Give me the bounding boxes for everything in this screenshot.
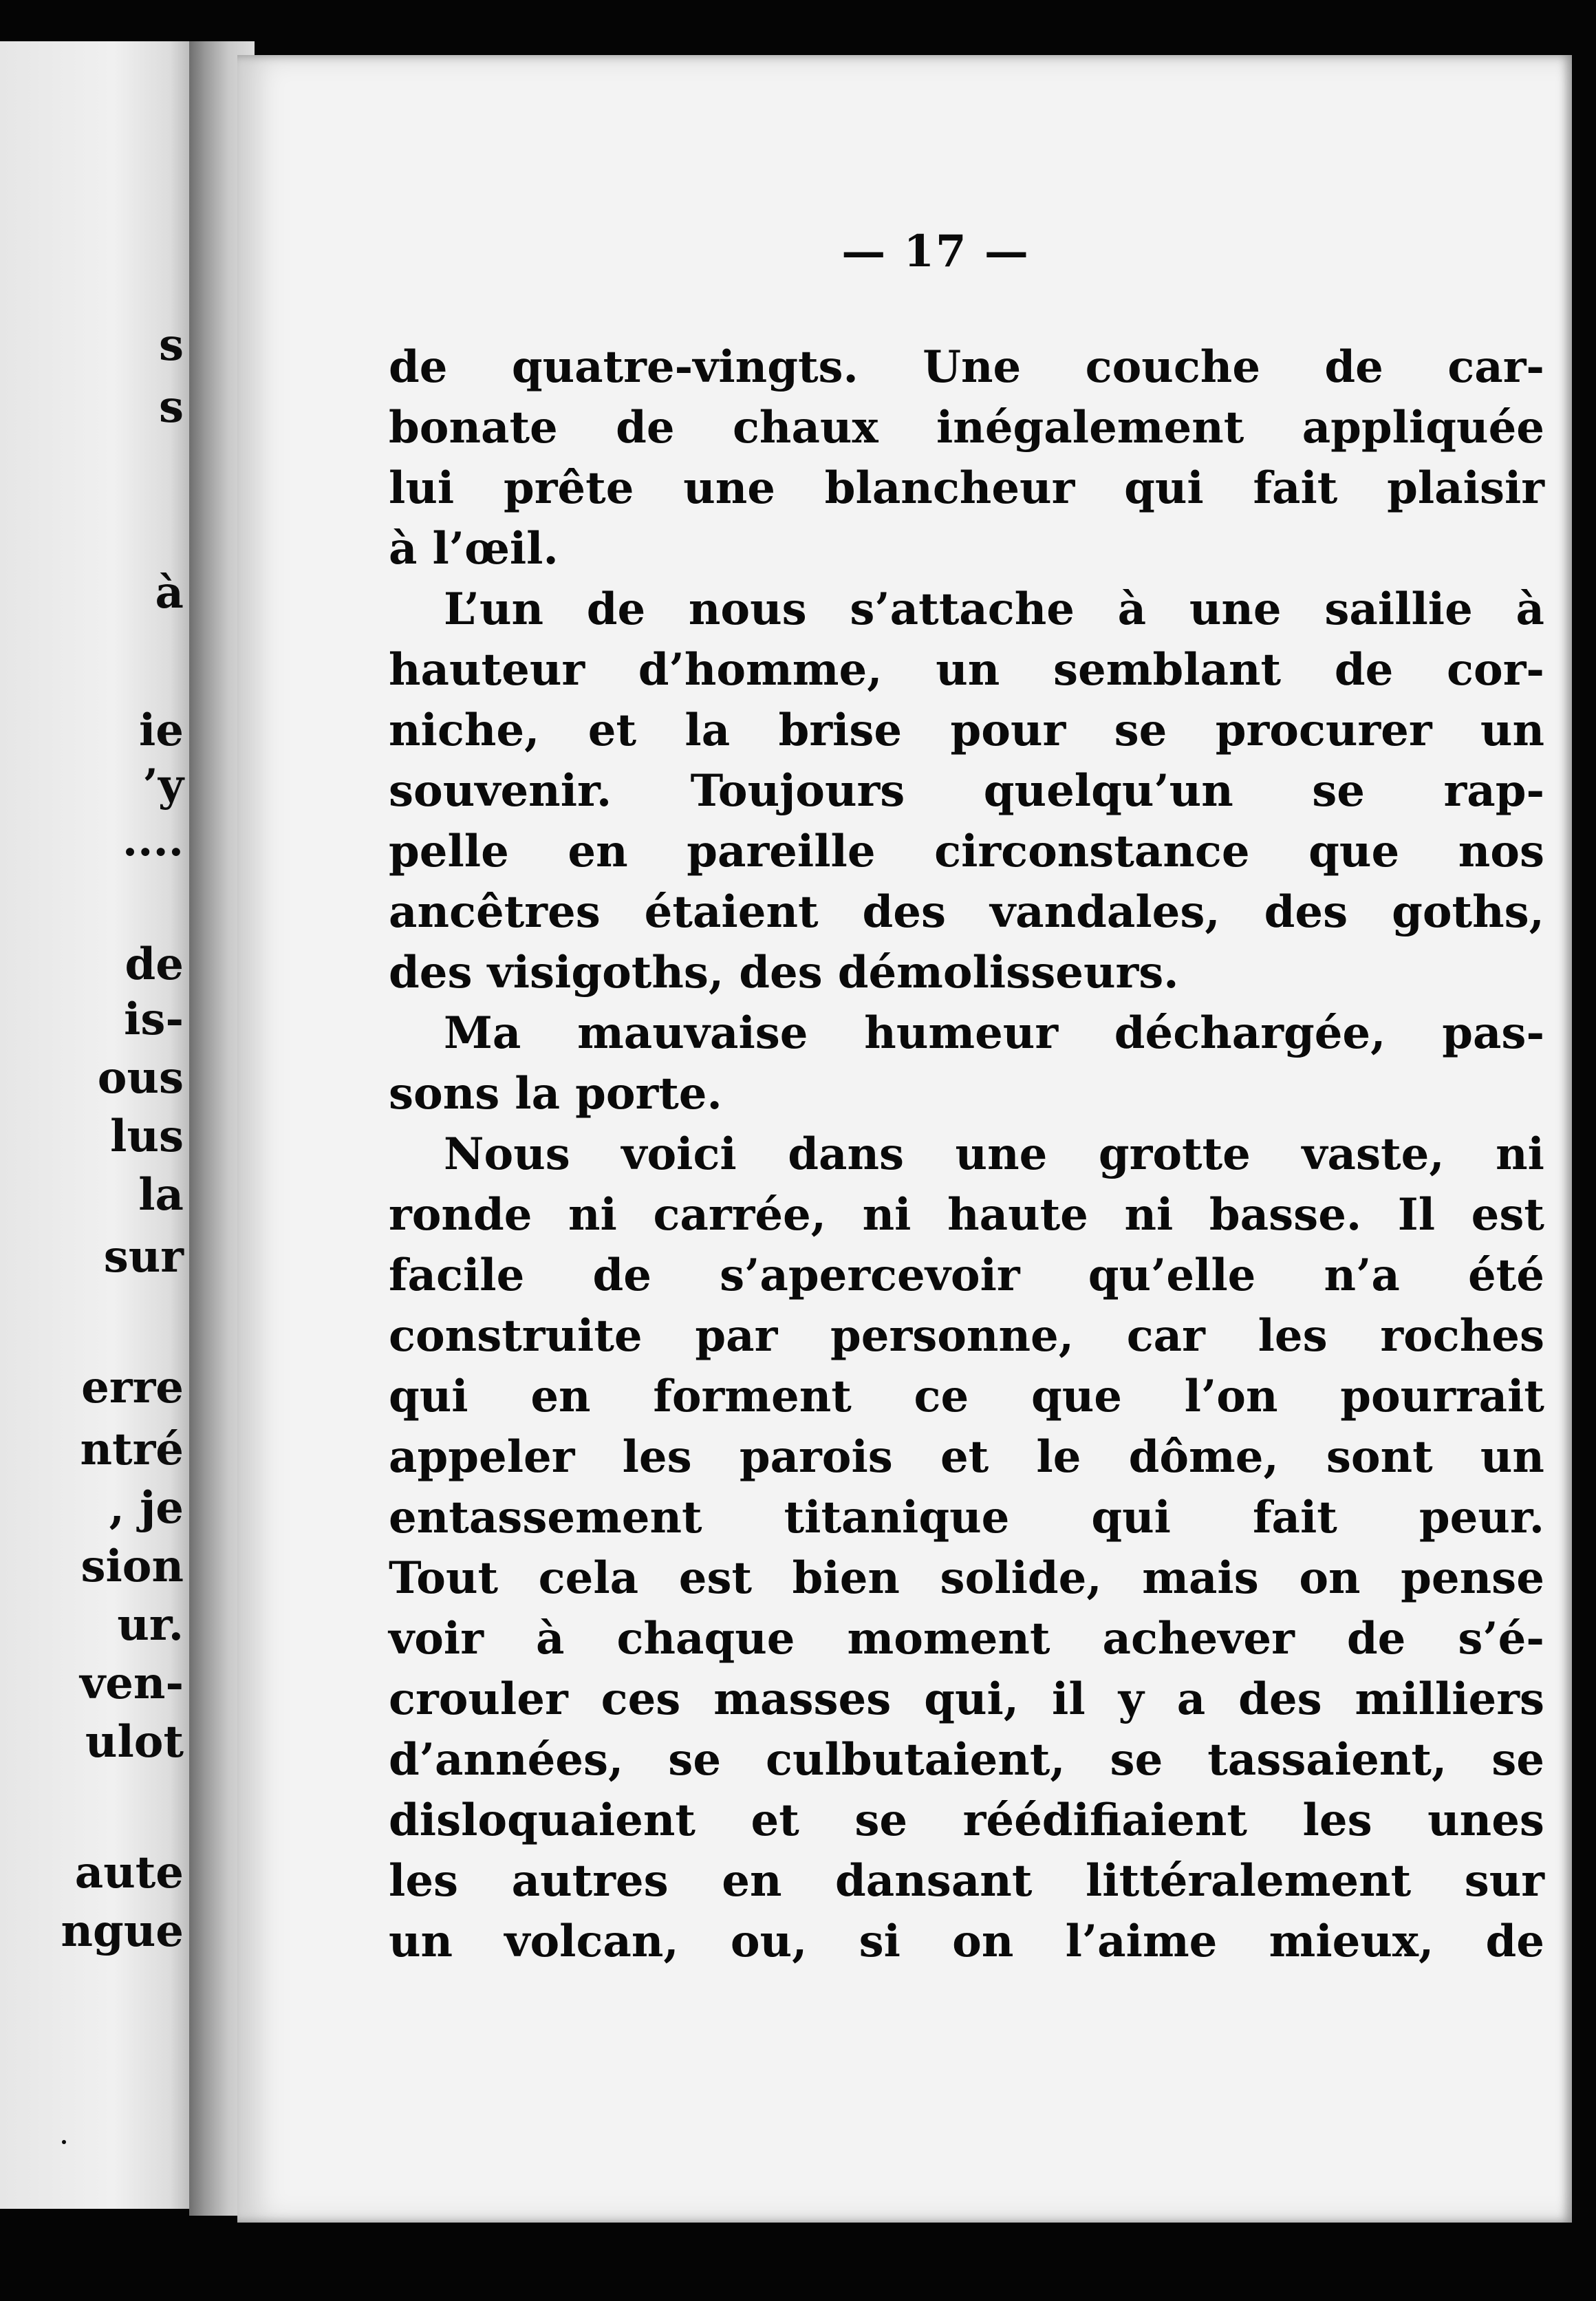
word: sont bbox=[1326, 1431, 1433, 1483]
word: inégalement bbox=[936, 402, 1244, 453]
text-line bbox=[389, 1245, 1544, 1306]
word: circonstance bbox=[934, 826, 1250, 877]
previous-page-text-fragment: s bbox=[158, 319, 184, 371]
word: Une bbox=[923, 341, 1022, 393]
word: ni bbox=[568, 1189, 617, 1241]
word: des bbox=[389, 947, 473, 998]
previous-page-text-fragment: la bbox=[138, 1169, 184, 1221]
word: voir bbox=[389, 1613, 484, 1665]
word: s’é- bbox=[1458, 1613, 1544, 1665]
word: chaux bbox=[732, 402, 878, 453]
word: des bbox=[862, 886, 946, 938]
text-line bbox=[389, 1548, 1544, 1609]
word: à bbox=[1516, 584, 1544, 635]
text-line bbox=[389, 640, 1544, 700]
word: un bbox=[936, 644, 1000, 696]
text-line bbox=[389, 1912, 1544, 1972]
previous-page-fragment bbox=[0, 41, 189, 2209]
word: une bbox=[683, 462, 775, 514]
word: nos bbox=[1458, 826, 1544, 877]
word: titanique bbox=[784, 1492, 1010, 1543]
word: semblant bbox=[1053, 644, 1282, 696]
word: porte. bbox=[575, 1068, 722, 1120]
word: de bbox=[1346, 1613, 1406, 1665]
word: que bbox=[1308, 826, 1400, 877]
previous-page-text-fragment: à bbox=[155, 567, 184, 619]
word: Toujours bbox=[690, 765, 905, 817]
text-line bbox=[389, 1427, 1544, 1488]
word: humeur bbox=[864, 1007, 1059, 1059]
word: pas- bbox=[1442, 1007, 1544, 1059]
word: quatre-vingts. bbox=[511, 341, 859, 393]
text-line bbox=[389, 398, 1544, 458]
word: de bbox=[389, 341, 448, 393]
word: cela bbox=[538, 1552, 639, 1604]
word: s’attache bbox=[850, 584, 1075, 635]
word: s’apercevoir bbox=[720, 1250, 1020, 1301]
word: volcan, bbox=[504, 1916, 679, 1967]
word: facile bbox=[389, 1250, 525, 1301]
text-line bbox=[389, 337, 1544, 398]
word: à bbox=[1117, 584, 1147, 635]
page-number: — 17 — bbox=[841, 226, 1030, 277]
word: quelqu’un bbox=[983, 765, 1233, 817]
text-line bbox=[389, 1669, 1544, 1730]
word: qu’elle bbox=[1088, 1250, 1256, 1301]
word: bien bbox=[792, 1552, 900, 1604]
word: les bbox=[1258, 1310, 1328, 1362]
previous-page-text-fragment: ous bbox=[97, 1052, 184, 1104]
word: de bbox=[1485, 1916, 1544, 1967]
text-line bbox=[389, 1124, 1544, 1185]
word: hauteur bbox=[389, 644, 585, 696]
previous-page-text-fragment: ven- bbox=[80, 1658, 184, 1709]
word: lui bbox=[389, 462, 455, 514]
word: ni bbox=[1124, 1189, 1174, 1241]
word: en bbox=[722, 1855, 782, 1907]
previous-page-text-fragment: ntré bbox=[80, 1424, 184, 1475]
word: démolisseurs. bbox=[837, 947, 1179, 998]
word: les bbox=[1302, 1795, 1372, 1846]
word: couche bbox=[1085, 341, 1261, 393]
word: de bbox=[616, 402, 675, 453]
word: carrée, bbox=[653, 1189, 827, 1241]
scan-speck bbox=[62, 2140, 66, 2144]
word: milliers bbox=[1355, 1673, 1544, 1725]
word: bonate bbox=[389, 402, 558, 453]
previous-page-text-fragment: erre bbox=[81, 1362, 184, 1413]
word: vandales, bbox=[989, 886, 1220, 938]
word: pareille bbox=[687, 826, 876, 877]
text-line bbox=[389, 579, 1544, 640]
previous-page-text-fragment: sion bbox=[80, 1541, 184, 1592]
word: roches bbox=[1380, 1310, 1544, 1362]
text-line bbox=[389, 1064, 1544, 1124]
word: peur. bbox=[1419, 1492, 1544, 1543]
text-line bbox=[389, 1609, 1544, 1669]
word: forment bbox=[653, 1371, 852, 1422]
word: saillie bbox=[1324, 584, 1473, 635]
word: se bbox=[1312, 765, 1365, 817]
word: des bbox=[1238, 1673, 1322, 1725]
text-line bbox=[389, 822, 1544, 882]
word: on bbox=[952, 1916, 1014, 1967]
word: se bbox=[854, 1795, 908, 1846]
word: car- bbox=[1447, 341, 1544, 393]
word: et bbox=[587, 705, 637, 756]
word: de bbox=[586, 584, 646, 635]
word: L’un bbox=[444, 584, 543, 635]
word: se bbox=[668, 1734, 722, 1786]
word: disloquaient bbox=[389, 1795, 695, 1846]
previous-page-text-fragment: , je bbox=[109, 1482, 184, 1534]
word: que bbox=[1031, 1371, 1122, 1422]
word: ni bbox=[1496, 1128, 1544, 1180]
word: le bbox=[1036, 1431, 1081, 1483]
previous-page-text-fragment: ulot bbox=[85, 1716, 184, 1768]
word: ces bbox=[601, 1673, 681, 1725]
word: si bbox=[859, 1916, 901, 1967]
word: procurer bbox=[1215, 705, 1432, 756]
word: à bbox=[389, 523, 418, 575]
word: et bbox=[940, 1431, 989, 1483]
word: entassement bbox=[389, 1492, 702, 1543]
word: tassaient, bbox=[1207, 1734, 1447, 1786]
text-line bbox=[389, 519, 1544, 579]
previous-page-text-fragment: s bbox=[158, 381, 184, 433]
body-text bbox=[389, 337, 1544, 1972]
text-line bbox=[389, 1306, 1544, 1367]
word: niche, bbox=[389, 705, 540, 756]
word: Ma bbox=[444, 1007, 521, 1059]
word: achever bbox=[1102, 1613, 1295, 1665]
text-line bbox=[389, 1851, 1544, 1912]
word: étaient bbox=[644, 886, 819, 938]
word: basse. bbox=[1209, 1189, 1362, 1241]
text-line bbox=[389, 458, 1544, 519]
text-line bbox=[389, 761, 1544, 822]
word: qui bbox=[389, 1371, 468, 1422]
text-line bbox=[389, 943, 1544, 1003]
word: mieux, bbox=[1269, 1916, 1434, 1967]
word: goths, bbox=[1392, 886, 1544, 938]
word: car bbox=[1126, 1310, 1205, 1362]
word: l’aime bbox=[1065, 1916, 1218, 1967]
word: ce bbox=[914, 1371, 969, 1422]
word: un bbox=[389, 1916, 453, 1967]
word: culbutaient, bbox=[766, 1734, 1066, 1786]
word: Il bbox=[1397, 1189, 1436, 1241]
word: vaste, bbox=[1302, 1128, 1445, 1180]
word: par bbox=[695, 1310, 778, 1362]
word: solide, bbox=[940, 1552, 1102, 1604]
word: une bbox=[1189, 584, 1282, 635]
previous-page-text-fragment: aute bbox=[74, 1847, 184, 1898]
word: qui bbox=[1091, 1492, 1171, 1543]
word: pelle bbox=[389, 826, 509, 877]
word: haute bbox=[947, 1189, 1088, 1241]
previous-page-text-fragment: sur bbox=[103, 1231, 184, 1283]
word: déchargée, bbox=[1114, 1007, 1386, 1059]
previous-page-text-fragment: ie bbox=[138, 705, 184, 756]
word: des bbox=[1264, 886, 1348, 938]
text-line bbox=[389, 882, 1544, 943]
word: de bbox=[592, 1250, 651, 1301]
text-line bbox=[389, 700, 1544, 761]
word: la bbox=[515, 1068, 561, 1120]
word: de bbox=[1324, 341, 1383, 393]
word: moment bbox=[847, 1613, 1050, 1665]
previous-page-text-fragment: .... bbox=[122, 815, 184, 866]
word: ronde bbox=[389, 1189, 532, 1241]
word: il bbox=[1052, 1673, 1086, 1725]
word: qui, bbox=[924, 1673, 1020, 1725]
word: a bbox=[1176, 1673, 1206, 1725]
word: pense bbox=[1401, 1552, 1544, 1604]
word: mais bbox=[1142, 1552, 1259, 1604]
word: chaque bbox=[616, 1613, 795, 1665]
word: est bbox=[678, 1552, 753, 1604]
word: plaisir bbox=[1387, 462, 1544, 514]
word: d’homme, bbox=[638, 644, 883, 696]
text-line bbox=[389, 1003, 1544, 1064]
word: l’on bbox=[1184, 1371, 1278, 1422]
word: voici bbox=[621, 1128, 737, 1180]
word: de bbox=[1334, 644, 1394, 696]
book-page bbox=[237, 55, 1572, 2223]
word: masses bbox=[713, 1673, 892, 1725]
word: prête bbox=[503, 462, 634, 514]
word: été bbox=[1467, 1250, 1544, 1301]
previous-page-text-fragment: lus bbox=[110, 1111, 184, 1162]
word: fait bbox=[1253, 462, 1338, 514]
word: Tout bbox=[389, 1552, 499, 1604]
word: qui bbox=[1124, 462, 1204, 514]
word: souvenir. bbox=[389, 765, 612, 817]
word: n’a bbox=[1324, 1250, 1400, 1301]
word: nous bbox=[688, 584, 807, 635]
word: une bbox=[955, 1128, 1048, 1180]
word: est bbox=[1471, 1189, 1544, 1241]
word: rap- bbox=[1443, 765, 1544, 817]
word: un bbox=[1480, 1431, 1544, 1483]
word: en bbox=[568, 826, 628, 877]
word: autres bbox=[511, 1855, 669, 1907]
word: sur bbox=[1464, 1855, 1544, 1907]
word: grotte bbox=[1098, 1128, 1251, 1180]
text-line bbox=[389, 1488, 1544, 1548]
previous-page-text-fragment: de bbox=[125, 939, 184, 990]
word: pour bbox=[950, 705, 1066, 756]
word: personne, bbox=[830, 1310, 1074, 1362]
text-line bbox=[389, 1790, 1544, 1851]
word: crouler bbox=[389, 1673, 568, 1725]
word: dans bbox=[788, 1128, 905, 1180]
word: cor- bbox=[1447, 644, 1544, 696]
text-line bbox=[389, 1185, 1544, 1245]
word: réédifiaient bbox=[962, 1795, 1247, 1846]
previous-page-text-fragment: ur. bbox=[117, 1599, 184, 1651]
word: construite bbox=[389, 1310, 643, 1362]
word: un bbox=[1480, 705, 1544, 756]
word: sons bbox=[389, 1068, 500, 1120]
word: dansant bbox=[835, 1855, 1033, 1907]
word: pourrait bbox=[1340, 1371, 1544, 1422]
word: ou, bbox=[730, 1916, 808, 1967]
word: ni bbox=[862, 1189, 912, 1241]
word: littéralement bbox=[1085, 1855, 1412, 1907]
word: unes bbox=[1427, 1795, 1544, 1846]
word: se bbox=[1491, 1734, 1544, 1786]
word: Nous bbox=[444, 1128, 570, 1180]
word: à bbox=[535, 1613, 565, 1665]
word: appeler bbox=[389, 1431, 575, 1483]
word: fait bbox=[1252, 1492, 1337, 1543]
word: on bbox=[1299, 1552, 1361, 1604]
word: y bbox=[1118, 1673, 1144, 1725]
word: dôme, bbox=[1128, 1431, 1279, 1483]
word: des bbox=[739, 947, 823, 998]
word: mauvaise bbox=[577, 1007, 808, 1059]
text-line bbox=[389, 1730, 1544, 1790]
word: parois bbox=[739, 1431, 893, 1483]
text-line bbox=[389, 1367, 1544, 1427]
previous-page-text-fragment: is- bbox=[124, 994, 184, 1045]
word: ancêtres bbox=[389, 886, 601, 938]
word: blancheur bbox=[824, 462, 1075, 514]
previous-page-text-fragment: ’y bbox=[142, 760, 184, 811]
word: se bbox=[1110, 1734, 1163, 1786]
word: se bbox=[1114, 705, 1167, 756]
previous-page-text-fragment: ngue bbox=[61, 1905, 184, 1957]
word: brise bbox=[778, 705, 903, 756]
word: les bbox=[389, 1855, 459, 1907]
word: et bbox=[751, 1795, 799, 1846]
word: d’années, bbox=[389, 1734, 624, 1786]
word: visigoths, bbox=[487, 947, 724, 998]
word: la bbox=[684, 705, 731, 756]
word: en bbox=[530, 1371, 591, 1422]
word: l’œil. bbox=[432, 523, 559, 575]
word: appliquée bbox=[1302, 402, 1544, 453]
word: les bbox=[622, 1431, 692, 1483]
